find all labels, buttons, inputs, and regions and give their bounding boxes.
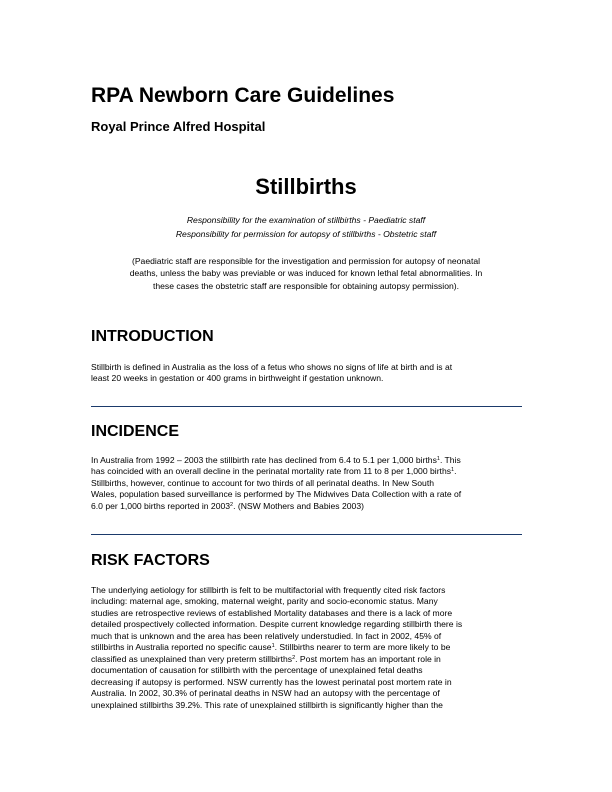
paragraph-line: Australia. In 2002, 30.3% of perinatal deaths in NSW had an autopsy with the percentage of: [91, 688, 440, 699]
incidence-paragraph: [91, 455, 523, 512]
paragraph-line: has coincided with an overall decline in the perinatal mortality rate from 11 to 8 per 1,000 births$^1$.: [91, 466, 457, 477]
paragraph-line: documentation of causation for stillbirth with the percentage of unexplained fetal deaths: [91, 665, 423, 676]
reference-marker: 2: [292, 654, 296, 661]
section-heading-introduction: INTRODUCTION: [91, 328, 214, 345]
paragraph-line: decreasing if autopsy is performed. NSW currently has the lowest perinatal post mortem rate in: [91, 676, 452, 687]
guideline-title: RPA Newborn Care Guidelines: [91, 84, 395, 107]
reference-marker: 1: [436, 456, 440, 462]
paragraph-line: much that is unknown and the area has been relatively understudied. In fact in 2002, 45% of: [91, 630, 442, 641]
note-line: these cases the obstetric staff are responsible for obtaining autopsy permission).: [152, 280, 460, 291]
paragraph-line: including: maternal age, smoking, maternal weight, parity and socio-economic status. Many: [91, 596, 438, 607]
section-divider: [91, 406, 522, 407]
responsibility-line: Responsibility for permission for autopsy of stillbirths - Obstetric staff: [175, 229, 437, 239]
note-line: (Paediatric staff are responsible for the investigation and permission for autopsy of neonatal: [131, 256, 481, 266]
paragraph-line: detailed prospectively collected information. Despite current knowledge regarding stillbirth there is: [91, 619, 463, 630]
reference-marker: 1: [451, 467, 455, 474]
document-title: Stillbirths: [255, 174, 357, 199]
reference-marker: 1: [271, 643, 275, 650]
section-heading-incidence: INCIDENCE: [91, 423, 180, 440]
paragraph-line: unexplained stillbirths 39.2%. This rate of unexplained stillbirth is significantly higher than the: [91, 699, 443, 710]
responsibility-line: Responsibility for the examination of stillbirths - Paediatric staff: [186, 215, 426, 225]
section-divider: [91, 534, 522, 535]
paragraph-line: In Australia from 1992 – 2003 the stillbirth rate has declined from 6.4 to 5.1 per 1,000 births$^1$. This: [91, 455, 461, 465]
responsibility-note: [91, 255, 521, 292]
paragraph-line: Stillbirth is defined in Australia as the loss of a fetus who shows no signs of life at birth and is at: [91, 362, 453, 372]
reference-marker: 2: [230, 501, 234, 508]
paragraph-line: classified as unexplained than very preterm stillbirths$^2$. Post mortem has an important role in: [91, 653, 441, 664]
paragraph-line: 6.0 per 1,000 births reported in 2003$^2$. (NSW Mothers and Babies 2003): [91, 500, 364, 511]
section-heading-risk-factors: RISK FACTORS: [91, 552, 210, 569]
note-line: deaths, unless the baby was previable or was induced for known lethal fetal abnormalities. In: [129, 268, 483, 279]
paragraph-line: studies are retrospective reviews of established Mortality databases and there is a lack of more: [91, 607, 453, 618]
introduction-paragraph: [91, 362, 523, 385]
risk-factors-paragraph: [91, 585, 523, 711]
paragraph-line: Wales, population based surveillance is performed by The Midwives Data Collection with a rate of: [91, 489, 462, 500]
paragraph-line: least 20 weeks in gestation or 400 grams in birthweight if gestation unknown.: [91, 373, 384, 384]
paragraph-line: stillbirths in Australia reported no specific cause$^1$. Stillbirths nearer to term are more likely to be: [91, 642, 451, 653]
paragraph-line: The underlying aetiology for stillbirth is felt to be multifactorial with frequently cited risk factors: [91, 585, 446, 595]
paragraph-line: Stillbirths, however, continue to account for two thirds of all perinatal deaths. In New South: [91, 477, 434, 488]
hospital-name: Royal Prince Alfred Hospital: [91, 119, 266, 134]
